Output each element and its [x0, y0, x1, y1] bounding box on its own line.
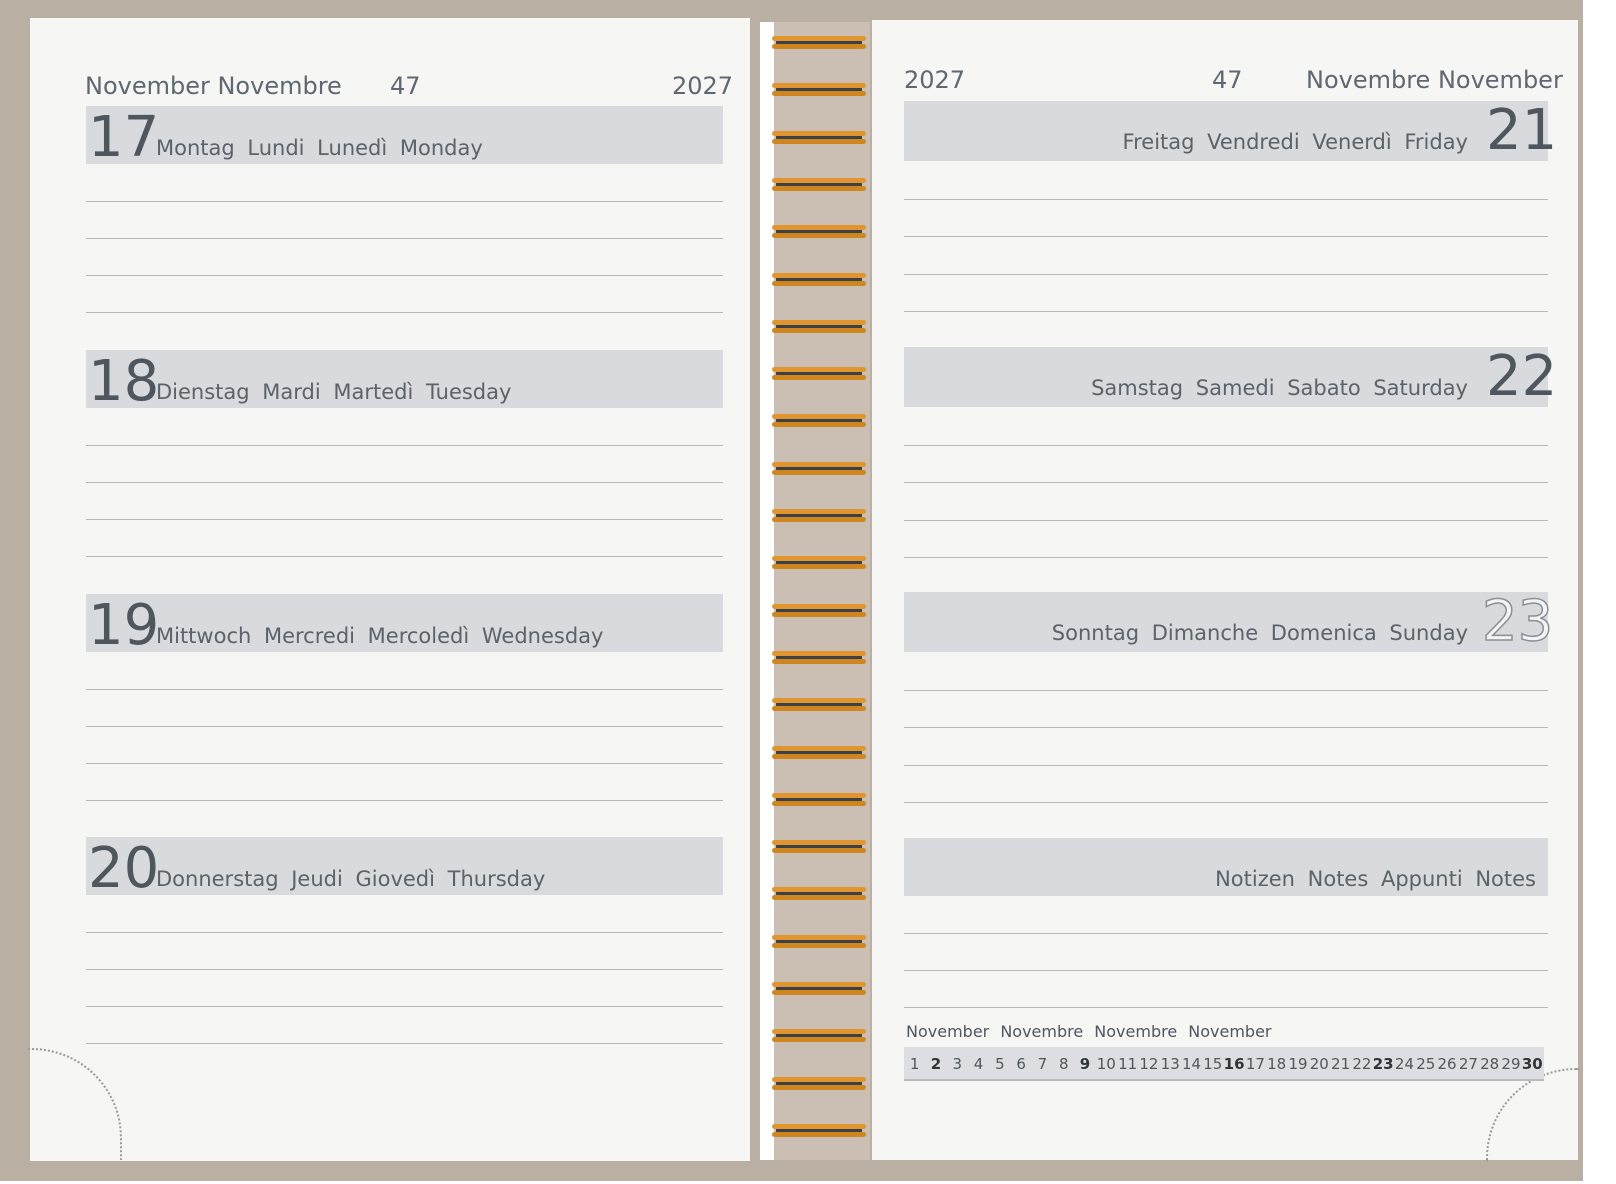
spiral-coil-loop — [772, 651, 866, 664]
ruled-line — [86, 800, 723, 801]
ruled-line — [86, 689, 723, 690]
spiral-coil-loop — [772, 36, 866, 49]
spiral-coil-loop — [772, 604, 866, 617]
ruled-line — [86, 312, 723, 313]
ruled-line — [86, 763, 723, 764]
ruled-line — [904, 236, 1548, 237]
left-year: 2027 — [672, 72, 734, 100]
spiral-coil-loop — [772, 83, 866, 96]
mini-calendar-day: 11 — [1118, 1055, 1138, 1073]
mini-calendar-day: 25 — [1416, 1055, 1436, 1073]
right-month-label: Novembre November — [1306, 66, 1563, 94]
notes-label: Notizen Notes Appunti Notes — [1215, 867, 1536, 891]
spiral-coil-loop — [772, 887, 866, 900]
ruled-line — [904, 970, 1548, 971]
ruled-line — [86, 1043, 723, 1044]
mini-calendar-day: 1 — [909, 1055, 920, 1073]
ruled-line — [904, 199, 1548, 200]
spiral-coil-loop — [772, 414, 866, 427]
ruled-line — [904, 311, 1548, 312]
right-week-number: 47 — [1212, 66, 1243, 94]
mini-calendar-day: 15 — [1203, 1055, 1223, 1073]
mini-calendar-days — [904, 1048, 1544, 1080]
mini-calendar-day: 6 — [1016, 1055, 1026, 1073]
left-page — [30, 18, 750, 1161]
spiral-coil-loop — [772, 1029, 866, 1042]
mini-calendar-day: 29 — [1501, 1055, 1521, 1073]
ruled-line — [904, 765, 1548, 766]
spiral-coil-loop — [772, 273, 866, 286]
ruled-line — [86, 275, 723, 276]
ruled-line — [904, 1007, 1548, 1008]
mini-calendar-day: 12 — [1139, 1055, 1159, 1073]
spiral-coil-loop — [772, 935, 866, 948]
ruled-line — [86, 1006, 723, 1007]
day-number: 21 — [1486, 98, 1558, 163]
spiral-coil-loop — [772, 178, 866, 191]
spiral-coil-loop — [772, 1124, 866, 1137]
day-number: 17 — [88, 105, 160, 170]
ruled-line — [904, 690, 1548, 691]
day-names: Dienstag Mardi Martedì Tuesday — [156, 380, 512, 404]
mini-calendar-day: 17 — [1245, 1055, 1265, 1073]
day-number: 20 — [88, 836, 160, 901]
day-names: Mittwoch Mercredi Mercoledì Wednesday — [156, 624, 604, 648]
mini-calendar-day: 26 — [1437, 1055, 1457, 1073]
mini-calendar-day: 21 — [1331, 1055, 1351, 1073]
spiral-coil-loop — [772, 698, 866, 711]
ruled-line — [86, 556, 723, 557]
mini-calendar-day: 24 — [1394, 1055, 1415, 1073]
ruled-line — [904, 482, 1548, 483]
mini-calendar-day: 9 — [1079, 1055, 1091, 1073]
mini-calendar-day: 30 — [1521, 1055, 1543, 1073]
day-number: 18 — [88, 349, 160, 414]
ruled-line — [86, 969, 723, 970]
mini-calendar-day: 22 — [1352, 1055, 1372, 1073]
day-names: Sonntag Dimanche Domenica Sunday — [1051, 621, 1468, 645]
spiral-coil-loop — [772, 367, 866, 380]
day-number: 19 — [88, 593, 160, 658]
left-month-label: November Novembre — [85, 72, 342, 100]
ruled-line — [904, 727, 1548, 728]
right-page — [872, 20, 1578, 1160]
mini-calendar-day: 28 — [1480, 1055, 1500, 1073]
ruled-line — [904, 933, 1548, 934]
ruled-line — [86, 201, 723, 202]
day-names: Donnerstag Jeudi Giovedì Thursday — [156, 867, 546, 891]
day-names: Samstag Samedi Sabato Saturday — [1091, 376, 1468, 400]
spiral-coil-loop — [772, 556, 866, 569]
mini-calendar-day: 19 — [1288, 1055, 1308, 1073]
ruled-line — [86, 726, 723, 727]
spiral-coil-loop — [772, 793, 866, 806]
spiral-coil-loop — [772, 225, 866, 238]
spiral-coil-loop — [772, 462, 866, 475]
mini-calendar-day: 18 — [1267, 1055, 1287, 1073]
spiral-coil-loop — [772, 509, 866, 522]
ruled-line — [86, 445, 723, 446]
mini-calendar-day: 20 — [1309, 1055, 1329, 1073]
ruled-line — [86, 238, 723, 239]
ruled-line — [904, 520, 1548, 521]
mini-calendar-day: 27 — [1458, 1055, 1478, 1073]
mini-calendar-day: 13 — [1160, 1055, 1180, 1073]
mini-calendar-title: November Novembre Novembre November — [906, 1022, 1272, 1041]
mini-calendar-day: 16 — [1223, 1055, 1245, 1073]
ruled-line — [904, 557, 1548, 558]
ruled-line — [86, 932, 723, 933]
spiral-coil-loop — [772, 746, 866, 759]
left-week-number: 47 — [390, 72, 421, 100]
day-names: Montag Lundi Lunedì Monday — [156, 136, 483, 160]
mini-calendar-day: 3 — [952, 1055, 963, 1073]
spiral-coil-loop — [772, 840, 866, 853]
mini-calendar-day: 4 — [973, 1055, 984, 1073]
day-names: Freitag Vendredi Venerdì Friday — [1122, 130, 1468, 154]
spiral-coil-loop — [772, 982, 866, 995]
day-number: 22 — [1486, 344, 1558, 409]
mini-calendar-day: 23 — [1372, 1055, 1394, 1073]
spiral-coil-loop — [772, 1077, 866, 1090]
right-year: 2027 — [904, 66, 966, 94]
ruled-line — [904, 445, 1548, 446]
spiral-coil-loop — [772, 131, 866, 144]
ruled-line — [86, 519, 723, 520]
ruled-line — [86, 482, 723, 483]
day-number-sunday: 23 — [1482, 589, 1554, 654]
mini-calendar-day: 14 — [1181, 1055, 1202, 1073]
mini-calendar-day: 10 — [1096, 1055, 1116, 1073]
mini-calendar-day: 7 — [1037, 1055, 1048, 1073]
mini-calendar-day: 8 — [1058, 1055, 1069, 1073]
ruled-line — [904, 802, 1548, 803]
mini-calendar-day: 5 — [995, 1055, 1005, 1073]
spiral-coil-loop — [772, 320, 866, 333]
ruled-line — [904, 274, 1548, 275]
mini-calendar-day: 2 — [930, 1055, 942, 1073]
